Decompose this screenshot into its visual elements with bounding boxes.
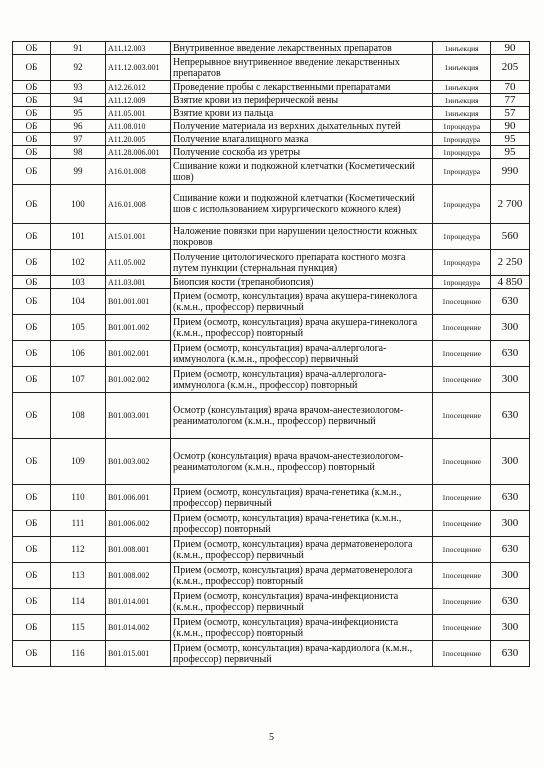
table-row xyxy=(13,485,530,511)
unit-cell: 1посещение xyxy=(433,537,491,563)
table-row xyxy=(13,511,530,537)
table-row xyxy=(13,250,530,276)
price-cell: 95 xyxy=(491,133,530,146)
unit-cell: 1посещение xyxy=(433,589,491,615)
number-cell: 101 xyxy=(51,224,106,250)
number-cell: 110 xyxy=(51,485,106,511)
service-name-cell: Биопсия кости (трепанобиопсия) xyxy=(171,276,433,289)
code-cell: A11.12.009 xyxy=(106,94,171,107)
group-cell: ОБ xyxy=(13,250,51,276)
number-cell: 115 xyxy=(51,615,106,641)
service-name-cell: Осмотр (консультация) врача врачом-анестезиологом-реаниматологом (к.м.н., профессор) первичный xyxy=(171,393,433,439)
group-cell: ОБ xyxy=(13,81,51,94)
code-cell: B01.015.001 xyxy=(106,641,171,667)
price-cell: 2 250 xyxy=(491,250,530,276)
group-cell: ОБ xyxy=(13,289,51,315)
number-cell: 114 xyxy=(51,589,106,615)
table-row xyxy=(13,224,530,250)
service-name-cell: Прием (осмотр, консультация) врача акушера-гинеколога (к.м.н., профессор) первичный xyxy=(171,289,433,315)
service-name-cell: Проведение пробы с лекарственными препаратами xyxy=(171,81,433,94)
table-row xyxy=(13,341,530,367)
service-name-cell: Прием (осмотр, консультация) врача-инфекциониста (к.м.н., профессор) повторный xyxy=(171,615,433,641)
group-cell: ОБ xyxy=(13,367,51,393)
price-cell: 70 xyxy=(491,81,530,94)
service-name-cell: Прием (осмотр, консультация) врача-аллерголога-иммунолога (к.м.н., профессор) повторный xyxy=(171,367,433,393)
price-cell: 300 xyxy=(491,511,530,537)
number-cell: 113 xyxy=(51,563,106,589)
price-cell: 300 xyxy=(491,367,530,393)
code-cell: B01.006.001 xyxy=(106,485,171,511)
unit-cell: 1инъекция xyxy=(433,42,491,55)
table-row xyxy=(13,159,530,185)
unit-cell: 1инъекция xyxy=(433,107,491,120)
code-cell: A16.01.008 xyxy=(106,185,171,224)
price-cell: 630 xyxy=(491,485,530,511)
service-name-cell: Прием (осмотр, консультация) врача дерматовенеролога (к.м.н., профессор) повторный xyxy=(171,563,433,589)
number-cell: 107 xyxy=(51,367,106,393)
number-cell: 109 xyxy=(51,439,106,485)
price-list-body xyxy=(13,42,530,667)
number-cell: 99 xyxy=(51,159,106,185)
code-cell: A11.05.002 xyxy=(106,250,171,276)
code-cell: A11.12.003.001 xyxy=(106,55,171,81)
service-name-cell: Взятие крови из пальца xyxy=(171,107,433,120)
service-name-cell: Прием (осмотр, консультация) врача-аллерголога-иммунолога (к.м.н., профессор) первичный xyxy=(171,341,433,367)
code-cell: A11.28.006.001 xyxy=(106,146,171,159)
number-cell: 98 xyxy=(51,146,106,159)
price-cell: 560 xyxy=(491,224,530,250)
number-cell: 95 xyxy=(51,107,106,120)
price-cell: 2 700 xyxy=(491,185,530,224)
unit-cell: 1посещение xyxy=(433,563,491,589)
unit-cell: 1процедура xyxy=(433,133,491,146)
group-cell: ОБ xyxy=(13,185,51,224)
price-cell: 77 xyxy=(491,94,530,107)
code-cell: A16.01.008 xyxy=(106,159,171,185)
unit-cell: 1посещение xyxy=(433,393,491,439)
table-row xyxy=(13,439,530,485)
unit-cell: 1посещение xyxy=(433,289,491,315)
service-name-cell: Получение влагалищного мазка xyxy=(171,133,433,146)
code-cell: A12.26.012 xyxy=(106,81,171,94)
table-row xyxy=(13,81,530,94)
unit-cell: 1инъекция xyxy=(433,94,491,107)
unit-cell: 1посещение xyxy=(433,485,491,511)
price-cell: 57 xyxy=(491,107,530,120)
price-cell: 300 xyxy=(491,439,530,485)
code-cell: B01.002.001 xyxy=(106,341,171,367)
code-cell: B01.002.002 xyxy=(106,367,171,393)
table-row xyxy=(13,276,530,289)
code-cell: B01.008.001 xyxy=(106,537,171,563)
unit-cell: 1процедура xyxy=(433,224,491,250)
service-name-cell: Сшивание кожи и подкожной клетчатки (Косметический шов с использованием хирургического кожного клея) xyxy=(171,185,433,224)
service-name-cell: Получение соскоба из уретры xyxy=(171,146,433,159)
group-cell: ОБ xyxy=(13,511,51,537)
code-cell: B01.014.002 xyxy=(106,615,171,641)
price-cell: 630 xyxy=(491,589,530,615)
code-cell: A11.20.005 xyxy=(106,133,171,146)
table-row xyxy=(13,393,530,439)
group-cell: ОБ xyxy=(13,159,51,185)
table-row xyxy=(13,55,530,81)
number-cell: 116 xyxy=(51,641,106,667)
table-row xyxy=(13,563,530,589)
number-cell: 100 xyxy=(51,185,106,224)
service-name-cell: Прием (осмотр, консультация) врача дерматовенеролога (к.м.н., профессор) первичный xyxy=(171,537,433,563)
group-cell: ОБ xyxy=(13,641,51,667)
service-name-cell: Прием (осмотр, консультация) врача акушера-гинеколога (к.м.н., профессор) повторный xyxy=(171,315,433,341)
group-cell: ОБ xyxy=(13,94,51,107)
service-name-cell: Прием (осмотр, консультация) врача-кардиолога (к.м.н., профессор) первичный xyxy=(171,641,433,667)
number-cell: 112 xyxy=(51,537,106,563)
price-cell: 990 xyxy=(491,159,530,185)
group-cell: ОБ xyxy=(13,341,51,367)
service-name-cell: Внутривенное введение лекарственных препаратов xyxy=(171,42,433,55)
price-cell: 300 xyxy=(491,615,530,641)
code-cell: B01.006.002 xyxy=(106,511,171,537)
number-cell: 93 xyxy=(51,81,106,94)
price-cell: 4 850 xyxy=(491,276,530,289)
unit-cell: 1посещение xyxy=(433,367,491,393)
group-cell: ОБ xyxy=(13,120,51,133)
service-name-cell: Получение материала из верхних дыхательных путей xyxy=(171,120,433,133)
code-cell: A11.12.003 xyxy=(106,42,171,55)
group-cell: ОБ xyxy=(13,276,51,289)
group-cell: ОБ xyxy=(13,439,51,485)
price-list-table xyxy=(12,41,530,667)
code-cell: A11.03.001 xyxy=(106,276,171,289)
group-cell: ОБ xyxy=(13,615,51,641)
price-cell: 630 xyxy=(491,341,530,367)
price-cell: 90 xyxy=(491,120,530,133)
unit-cell: 1посещение xyxy=(433,315,491,341)
code-cell: B01.008.002 xyxy=(106,563,171,589)
group-cell: ОБ xyxy=(13,563,51,589)
code-cell: B01.014.001 xyxy=(106,589,171,615)
code-cell: B01.003.001 xyxy=(106,393,171,439)
number-cell: 104 xyxy=(51,289,106,315)
number-cell: 111 xyxy=(51,511,106,537)
table-row xyxy=(13,42,530,55)
number-cell: 102 xyxy=(51,250,106,276)
group-cell: ОБ xyxy=(13,315,51,341)
price-cell: 300 xyxy=(491,563,530,589)
group-cell: ОБ xyxy=(13,42,51,55)
group-cell: ОБ xyxy=(13,133,51,146)
code-cell: B01.001.002 xyxy=(106,315,171,341)
unit-cell: 1процедура xyxy=(433,146,491,159)
unit-cell: 1посещение xyxy=(433,615,491,641)
table-row xyxy=(13,146,530,159)
group-cell: ОБ xyxy=(13,55,51,81)
unit-cell: 1посещение xyxy=(433,439,491,485)
service-name-cell: Взятие крови из периферической вены xyxy=(171,94,433,107)
table-row xyxy=(13,289,530,315)
table-row xyxy=(13,537,530,563)
unit-cell: 1процедура xyxy=(433,120,491,133)
unit-cell: 1посещение xyxy=(433,641,491,667)
number-cell: 96 xyxy=(51,120,106,133)
price-cell: 630 xyxy=(491,393,530,439)
code-cell: B01.003.002 xyxy=(106,439,171,485)
number-cell: 92 xyxy=(51,55,106,81)
service-name-cell: Непрерывное внутривенное введение лекарственных препаратов xyxy=(171,55,433,81)
unit-cell: 1процедура xyxy=(433,185,491,224)
group-cell: ОБ xyxy=(13,107,51,120)
price-cell: 300 xyxy=(491,315,530,341)
unit-cell: 1процедура xyxy=(433,276,491,289)
service-name-cell: Прием (осмотр, консультация) врача-инфекциониста (к.м.н., профессор) первичный xyxy=(171,589,433,615)
unit-cell: 1процедура xyxy=(433,250,491,276)
table-row xyxy=(13,107,530,120)
group-cell: ОБ xyxy=(13,146,51,159)
number-cell: 103 xyxy=(51,276,106,289)
group-cell: ОБ xyxy=(13,224,51,250)
price-cell: 630 xyxy=(491,641,530,667)
table-row xyxy=(13,367,530,393)
service-name-cell: Сшивание кожи и подкожной клетчатки (Косметический шов) xyxy=(171,159,433,185)
group-cell: ОБ xyxy=(13,393,51,439)
price-cell: 90 xyxy=(491,42,530,55)
number-cell: 94 xyxy=(51,94,106,107)
unit-cell: 1инъекция xyxy=(433,55,491,81)
code-cell: A11.05.001 xyxy=(106,107,171,120)
number-cell: 106 xyxy=(51,341,106,367)
table-row xyxy=(13,641,530,667)
service-name-cell: Получение цитологического препарата костного мозга путем пункции (стернальная пункция) xyxy=(171,250,433,276)
service-name-cell: Осмотр (консультация) врача врачом-анестезиологом-реаниматологом (к.м.н., профессор) повторный xyxy=(171,439,433,485)
price-cell: 95 xyxy=(491,146,530,159)
number-cell: 105 xyxy=(51,315,106,341)
service-name-cell: Наложение повязки при нарушении целостности кожных покровов xyxy=(171,224,433,250)
code-cell: A15.01.001 xyxy=(106,224,171,250)
unit-cell: 1инъекция xyxy=(433,81,491,94)
number-cell: 97 xyxy=(51,133,106,146)
unit-cell: 1посещение xyxy=(433,341,491,367)
group-cell: ОБ xyxy=(13,485,51,511)
price-cell: 630 xyxy=(491,289,530,315)
number-cell: 91 xyxy=(51,42,106,55)
service-name-cell: Прием (осмотр, консультация) врача-генетика (к.м.н., профессор) первичный xyxy=(171,485,433,511)
table-row xyxy=(13,589,530,615)
table-row xyxy=(13,133,530,146)
price-cell: 205 xyxy=(491,55,530,81)
group-cell: ОБ xyxy=(13,589,51,615)
unit-cell: 1посещение xyxy=(433,511,491,537)
table-row xyxy=(13,615,530,641)
page-number: 5 xyxy=(269,732,274,743)
code-cell: A11.08.010 xyxy=(106,120,171,133)
unit-cell: 1процедура xyxy=(433,159,491,185)
group-cell: ОБ xyxy=(13,537,51,563)
table-row xyxy=(13,94,530,107)
table-row xyxy=(13,120,530,133)
service-name-cell: Прием (осмотр, консультация) врача-генетика (к.м.н., профессор) повторный xyxy=(171,511,433,537)
table-row xyxy=(13,185,530,224)
code-cell: B01.001.001 xyxy=(106,289,171,315)
number-cell: 108 xyxy=(51,393,106,439)
price-cell: 630 xyxy=(491,537,530,563)
table-row xyxy=(13,315,530,341)
